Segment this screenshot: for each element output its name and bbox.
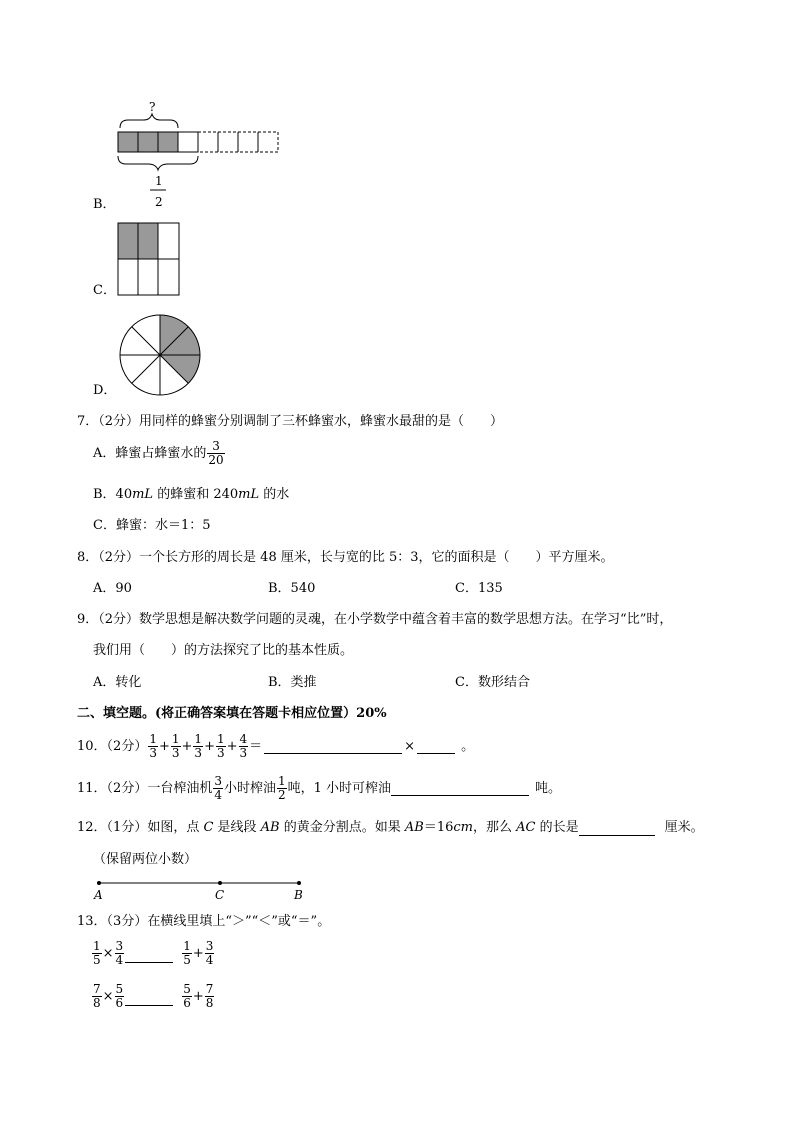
half-denominator: 2 bbox=[155, 195, 163, 209]
times-sign: × bbox=[102, 988, 114, 1004]
frac-num: 1 bbox=[93, 939, 101, 953]
segment-ab: AB bbox=[260, 820, 280, 835]
q12-text-5: ，那么 bbox=[473, 820, 517, 835]
frac-den: 5 bbox=[93, 953, 101, 967]
option-c-label: C． bbox=[93, 283, 116, 298]
plus-sign: + bbox=[158, 738, 170, 754]
q13-row-1 bbox=[91, 940, 215, 967]
q9-option-c: C．数形结合 bbox=[455, 675, 530, 690]
q11 bbox=[77, 775, 561, 802]
q10-frac-5 bbox=[239, 733, 249, 760]
frac-num: 3 bbox=[205, 939, 214, 953]
frac-den: 6 bbox=[115, 996, 124, 1010]
pie-diagram bbox=[118, 313, 202, 397]
q7-option-a bbox=[93, 440, 226, 467]
q8-option-a: A．90 bbox=[93, 581, 132, 596]
q10-end: 。 bbox=[461, 738, 475, 754]
frac-den: 20 bbox=[208, 453, 224, 467]
q12-text-2: 是线段 bbox=[213, 820, 261, 835]
q12-segment-figure bbox=[90, 876, 310, 908]
q11-blank[interactable] bbox=[391, 781, 529, 796]
plus-sign: + bbox=[192, 988, 204, 1004]
q11-frac-2 bbox=[277, 775, 287, 802]
frac-den: 6 bbox=[183, 996, 191, 1010]
q13-stem: 13．（3分）在横线里填上“＞”“＜”或“＝”。 bbox=[77, 914, 331, 929]
frac-num: 5 bbox=[183, 982, 191, 996]
q12-text-3: 的黄金分割点。如果 bbox=[279, 820, 405, 835]
option-c-figure bbox=[117, 222, 181, 300]
line-segment bbox=[90, 876, 310, 904]
frac-den: 5 bbox=[183, 953, 191, 967]
q12-text-6: 的长是 bbox=[535, 820, 579, 835]
frac-num: 3 bbox=[115, 939, 124, 953]
times-sign: × bbox=[404, 738, 416, 754]
q10 bbox=[77, 733, 474, 760]
frac-num: 3 bbox=[212, 439, 220, 453]
q12-blank[interactable] bbox=[579, 821, 655, 836]
plus-sign: + bbox=[192, 945, 204, 961]
q13-row-2 bbox=[91, 983, 215, 1010]
frac-den: 4 bbox=[115, 953, 124, 967]
q10-frac-1 bbox=[148, 733, 158, 760]
label-a: A bbox=[94, 888, 103, 902]
q13-r1-right-2 bbox=[205, 940, 215, 967]
plus-sign: + bbox=[204, 738, 215, 754]
frac-num: 1 bbox=[183, 939, 191, 953]
q9-stem-line2: 我们用（ ）的方法探究了比的基本性质。 bbox=[93, 643, 354, 658]
q10-frac-3 bbox=[193, 733, 203, 760]
option-d-label: D． bbox=[93, 383, 117, 398]
segment-ab-2: AB bbox=[404, 820, 424, 835]
q11-text-3: 吨，1 小时可榨油 bbox=[287, 780, 392, 796]
q13-r2-blank[interactable] bbox=[125, 987, 173, 1006]
q13-r1-blank[interactable] bbox=[125, 944, 173, 963]
q9-option-a: A．转化 bbox=[93, 675, 142, 690]
times-sign: × bbox=[102, 945, 114, 961]
q7-b-part1: B．40 bbox=[93, 487, 133, 502]
equals-sign: ＝ bbox=[249, 738, 263, 754]
frac-num: 1 bbox=[277, 774, 286, 788]
q9-option-b: B．类推 bbox=[268, 675, 317, 690]
q10-frac-2 bbox=[171, 733, 181, 760]
q12-unit: cm bbox=[453, 820, 473, 835]
q10-frac-4 bbox=[216, 733, 226, 760]
grid-diagram bbox=[117, 222, 181, 296]
q8-stem: 8．（2分）一个长方形的周长是 48 厘米，长与宽的比 5：3，它的面积是（ ）平方厘米。 bbox=[77, 550, 614, 565]
q11-frac-1 bbox=[213, 775, 223, 802]
label-c: C bbox=[215, 888, 225, 902]
frac-den: 8 bbox=[93, 996, 101, 1010]
plus-sign: + bbox=[226, 738, 238, 754]
q7-option-b bbox=[93, 487, 289, 503]
q13-r1-left-2 bbox=[115, 940, 125, 967]
label-b: B bbox=[294, 888, 303, 902]
segment-ac: AC bbox=[516, 820, 536, 835]
q8-option-c: C．135 bbox=[455, 581, 503, 596]
frac-den: 2 bbox=[277, 788, 286, 802]
q7-a-fraction bbox=[207, 440, 224, 467]
frac-den: 3 bbox=[216, 746, 225, 760]
q7-b-part2: 的蜂蜜和 240 bbox=[153, 487, 239, 502]
q7-b-unit1: mL bbox=[132, 487, 154, 502]
frac-den: 3 bbox=[194, 746, 203, 760]
frac-num: 1 bbox=[149, 732, 157, 746]
bar-diagram bbox=[108, 98, 288, 210]
q11-text-4: 吨。 bbox=[535, 780, 562, 796]
q13-r2-left-2 bbox=[115, 983, 125, 1010]
q12-text-7: 厘米。 bbox=[664, 820, 704, 835]
q12-text-4: ＝16 bbox=[423, 820, 454, 835]
q10-blank-1[interactable] bbox=[264, 739, 402, 754]
frac-den: 3 bbox=[239, 746, 248, 760]
q7-b-part3: 的水 bbox=[259, 487, 290, 502]
q10-prefix: 10．（2分） bbox=[77, 738, 148, 754]
q12-note: （保留两位小数） bbox=[93, 852, 198, 867]
q7-stem: 7．（2分）用同样的蜂蜜分别调制了三杯蜂蜜水，蜂蜜水最甜的是（ ） bbox=[77, 414, 504, 429]
frac-den: 8 bbox=[205, 996, 214, 1010]
q13-r2-left-1 bbox=[92, 983, 102, 1010]
q7-a-text: A．蜂蜜占蜂蜜水的 bbox=[93, 445, 207, 461]
q7-option-c: C．蜂蜜：水＝1：5 bbox=[93, 518, 211, 533]
option-d-figure bbox=[118, 313, 202, 401]
frac-num: 7 bbox=[205, 982, 214, 996]
frac-num: 1 bbox=[194, 732, 203, 746]
q12-text-1: 12．（1分）如图，点 bbox=[77, 820, 204, 835]
q10-blank-2[interactable] bbox=[417, 739, 455, 754]
q13-r1-right-1 bbox=[182, 940, 192, 967]
q13-r1-left-1 bbox=[92, 940, 102, 967]
option-b-label: B． bbox=[93, 197, 116, 212]
half-numerator: 1 bbox=[155, 174, 163, 188]
point-c: C bbox=[203, 820, 214, 835]
frac-num: 7 bbox=[93, 982, 101, 996]
frac-num: 1 bbox=[216, 732, 225, 746]
q11-text-2: 小时榨油 bbox=[223, 780, 276, 796]
q13-r2-right-2 bbox=[205, 983, 215, 1010]
q13-r2-right-1 bbox=[182, 983, 192, 1010]
frac-num: 1 bbox=[171, 732, 180, 746]
q12-stem bbox=[77, 820, 704, 836]
section2-title: 二、填空题。(将正确答案填在答题卡相应位置）20% bbox=[77, 706, 387, 721]
plus-sign: + bbox=[181, 738, 193, 754]
q11-text-1: 11．（2分）一台榨油机 bbox=[77, 780, 213, 796]
frac-num: 5 bbox=[115, 982, 124, 996]
q8-option-b: B．540 bbox=[268, 581, 316, 596]
frac-num: 4 bbox=[239, 732, 248, 746]
frac-den: 4 bbox=[214, 788, 222, 802]
q9-stem-line1: 9．（2分）数学思想是解决数学问题的灵魂，在小学数学中蕴含着丰富的数学思想方法。在学习“比”时， bbox=[77, 612, 673, 627]
frac-num: 3 bbox=[214, 774, 222, 788]
frac-den: 3 bbox=[171, 746, 180, 760]
option-b-figure bbox=[108, 98, 288, 210]
q7-b-unit2: mL bbox=[238, 487, 260, 502]
question-mark: ? bbox=[149, 100, 156, 114]
frac-den: 3 bbox=[149, 746, 157, 760]
frac-den: 4 bbox=[205, 953, 214, 967]
